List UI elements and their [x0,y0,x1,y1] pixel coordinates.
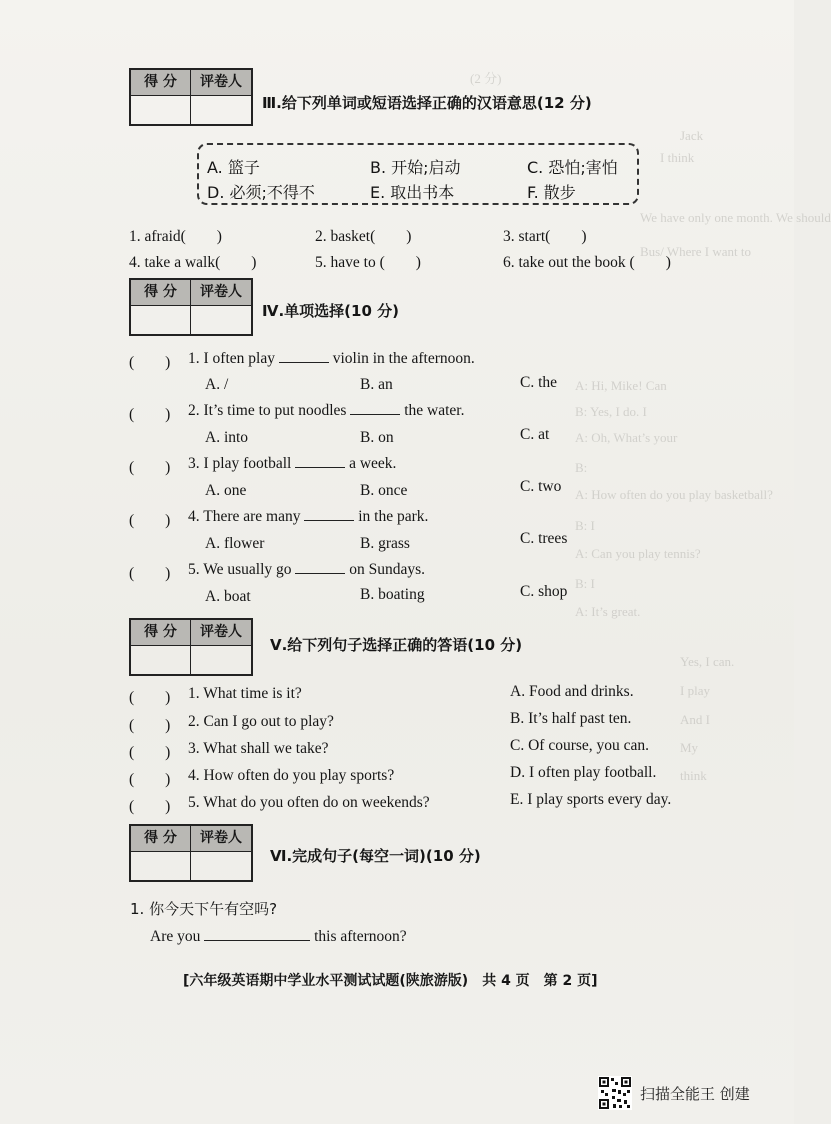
section-6-title: Ⅵ.完成句子(每空一词)(10 分) [270,847,481,865]
question-stem: 1. I often play violin in the afternoon. [188,350,475,367]
vocab-item: 2. basket( ) [315,228,412,245]
blank-line[interactable] [295,561,345,574]
score-field[interactable] [131,852,191,880]
answer-option: C. Of course, you can. [510,737,650,754]
option-b: B. 开始;启动 [370,158,461,177]
bleed-text: think [680,768,707,783]
bleed-text: A: Can you play tennis? [575,546,701,561]
blank-line[interactable] [350,402,400,415]
question-stem: 3. I play football a week. [188,455,397,472]
question-stem: Are you this afternoon? [150,928,407,945]
score-field[interactable] [131,306,191,334]
vocab-item: 3. start( ) [503,228,587,245]
blank-line[interactable] [295,455,345,468]
bleed-text: (2 分) [470,71,502,86]
answer-paren[interactable]: ( ) [129,798,171,815]
answer-paren[interactable]: ( ) [129,354,171,371]
grader-field[interactable] [191,96,251,124]
choice-c: C. the [520,374,558,391]
question-stem: 2. It’s time to put noodles the water. [188,402,465,419]
option-d: D. 必须;不得不 [207,183,315,202]
question-text: 2. Can I go out to play? [188,713,334,730]
bleed-text: B: I [575,518,595,533]
section-4-title: Ⅳ.单项选择(10 分) [262,302,399,320]
score-label: 得 分 [131,826,191,852]
question-chinese: 1. 你今天下午有空吗? [130,900,278,918]
blank-line[interactable] [279,350,329,363]
bleed-text: B: Yes, I do. I [575,404,647,419]
answer-option: B. It’s half past ten. [510,710,632,727]
choice-b: B. boating [360,586,425,603]
answer-paren[interactable]: ( ) [129,565,171,582]
bleed-text: B: I [575,576,595,591]
scanner-watermark: 扫描全能王 创建 [640,1085,750,1103]
option-f: F. 散步 [527,183,576,202]
grader-label: 评卷人 [191,826,251,852]
grader-field[interactable] [191,852,251,880]
bleed-text: B: [575,460,588,475]
choice-b: B. grass [360,535,410,552]
choice-a: A. flower [205,535,265,552]
choice-a: A. into [205,429,249,446]
answer-paren[interactable]: ( ) [129,512,171,529]
choice-a: A. / [205,376,229,393]
score-label: 得 分 [131,620,191,646]
question-stem: 4. There are many in the park. [188,508,429,525]
vocab-item: 5. have to ( ) [315,254,421,271]
choice-a: A. boat [205,588,251,605]
answer-paren[interactable]: ( ) [129,717,171,734]
choice-b: B. once [360,482,408,499]
grader-label: 评卷人 [191,620,251,646]
choice-c: C. shop [520,583,568,600]
choice-c: C. at [520,426,550,443]
question-text: 4. How often do you play sports? [188,767,395,784]
choice-b: B. on [360,429,394,446]
vocab-item: 1. afraid( ) [129,228,222,245]
qr-code-icon [598,1076,632,1110]
question-stem: 5. We usually go on Sundays. [188,561,426,578]
section-5-title: Ⅴ.给下列句子选择正确的答语(10 分) [270,636,523,654]
answer-paren[interactable]: ( ) [129,689,171,706]
score-field[interactable] [131,646,191,674]
grader-label: 评卷人 [191,280,251,306]
bleed-text: A: Hi, Mike! Can [575,378,667,393]
blank-line[interactable] [204,928,310,941]
grader-label: 评卷人 [191,70,251,96]
bleed-text: We have only one month. We should [640,210,831,225]
grader-field[interactable] [191,646,251,674]
option-c: C. 恐怕;害怕 [527,158,618,177]
choice-c: C. two [520,478,562,495]
score-box [129,824,253,882]
score-box [129,618,253,676]
answer-paren[interactable]: ( ) [129,459,171,476]
vocab-item: 4. take a walk( ) [129,254,257,271]
bleed-text: A: It’s great. [575,604,641,619]
question-text: 5. What do you often do on weekends? [188,794,430,811]
bleed-text: And I [680,712,710,727]
answer-option: D. I often play football. [510,764,657,781]
bleed-text: Bus/ Where I want to [640,244,751,259]
question-text: 1. What time is it? [188,685,302,702]
score-field[interactable] [131,96,191,124]
bleed-text: Yes, I can. [680,654,735,669]
option-a: A. 篮子 [207,158,260,177]
bleed-text: Jack [680,128,704,143]
bleed-text: I think [660,150,695,165]
score-box [129,278,253,336]
score-label: 得 分 [131,70,191,96]
answer-paren[interactable]: ( ) [129,406,171,423]
grader-field[interactable] [191,306,251,334]
blank-line[interactable] [304,508,354,521]
choice-c: C. trees [520,530,568,547]
answer-option: E. I play sports every day. [510,791,672,808]
option-e: E. 取出书本 [370,183,455,202]
answer-paren[interactable]: ( ) [129,744,171,761]
answer-option: A. Food and drinks. [510,683,634,700]
bleed-text: I play [680,683,710,698]
score-label: 得 分 [131,280,191,306]
choice-a: A. one [205,482,247,499]
choice-b: B. an [360,376,393,393]
score-box [129,68,253,126]
bleed-text: A: Oh, What’s your [575,430,678,445]
answer-paren[interactable]: ( ) [129,771,171,788]
bleed-text: A: How often do you play basketball? [575,487,773,502]
question-text: 3. What shall we take? [188,740,329,757]
section-3-title: Ⅲ.给下列单词或短语选择正确的汉语意思(12 分) [262,94,592,112]
bleed-text: My [680,740,699,755]
vocab-item: 6. take out the book ( ) [503,254,671,271]
page-footer: [六年级英语期中学业水平测试试题(陕旅游版) 共 4 页 第 2 页] [183,973,598,989]
